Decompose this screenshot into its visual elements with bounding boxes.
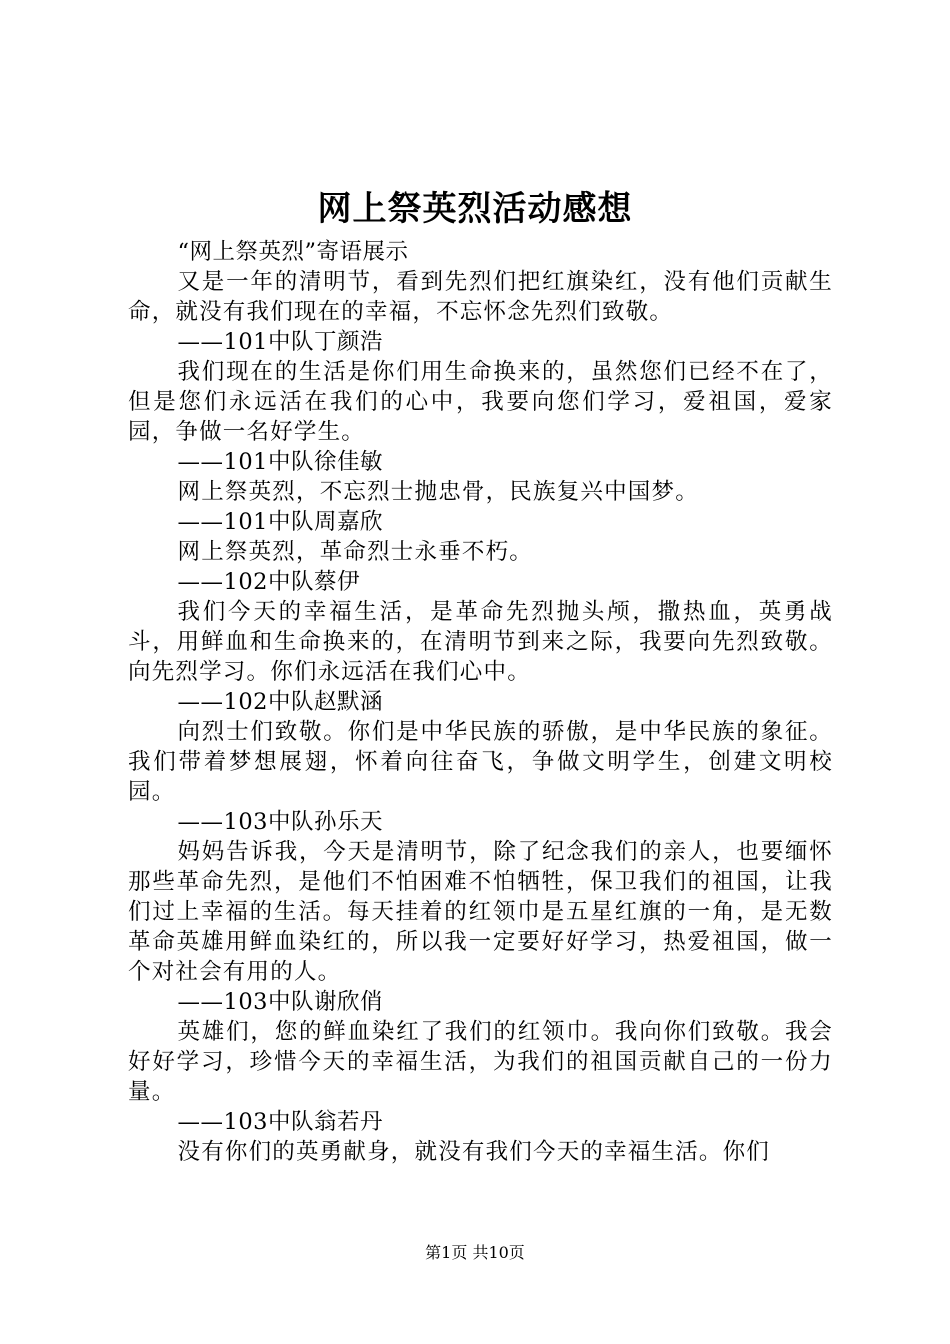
section-subtitle: “网上祭英烈”寄语展示 <box>177 239 409 265</box>
page-title: 网上祭英烈活动感想 <box>317 189 633 229</box>
entry-text: 英雄们，您的鲜血染红了我们的红领巾。我向你们致敬。我会好好学习，珍惜今天的幸福生活，为我们的祖国贡献自己的一份力量。 <box>128 1019 833 1105</box>
entry-author: ——101中队丁颜浩 <box>177 329 383 355</box>
entry-author: ——103中队谢欣俏 <box>177 989 383 1015</box>
entry-author: ——102中队蔡伊 <box>177 569 360 595</box>
entry-author: ——101中队徐佳敏 <box>177 449 383 475</box>
entry-text: 没有你们的英勇献身，就没有我们今天的幸福生活。你们 <box>177 1139 771 1165</box>
entry-text: 妈妈告诉我，今天是清明节，除了纪念我们的亲人，也要缅怀那些革命先烈，是他们不怕困难不怕牺牲，保卫我们的祖国，让我们过上幸福的生活。每天挂着的红领巾是五星红旗的一角，是无数革命英雄用鲜血染红的，所以我一定要好好学习，热爱祖国，做一个对社会有用的人。 <box>128 839 833 985</box>
entry-author: ——101中队周嘉欣 <box>177 509 383 535</box>
document-body <box>128 237 833 1167</box>
entry-text: 又是一年的清明节，看到先烈们把红旗染红，没有他们贡献生命，就没有我们现在的幸福，不忘怀念先烈们致敬。 <box>128 269 833 325</box>
entry-text: 网上祭英烈，不忘烈士抛忠骨，民族复兴中国梦。 <box>177 479 699 505</box>
entry-text: 网上祭英烈，革命烈士永垂不朽。 <box>177 539 534 565</box>
entry-text: 我们今天的幸福生活，是革命先烈抛头颅，撒热血，英勇战斗，用鲜血和生命换来的，在清明节到来之际，我要向先烈致敬。向先烈学习。你们永远活在我们心中。 <box>128 599 833 685</box>
entry-text: 我们现在的生活是你们用生命换来的，虽然您们已经不在了，但是您们永远活在我们的心中，我要向您们学习，爱祖国，爱家园，争做一名好学生。 <box>128 359 833 445</box>
entry-text: 向烈士们致敬。你们是中华民族的骄傲，是中华民族的象征。我们带着梦想展翅，怀着向往奋飞，争做文明学生，创建文明校园。 <box>128 719 833 805</box>
entry-author: ——102中队赵默涵 <box>177 689 383 715</box>
entry-author: ——103中队孙乐天 <box>177 809 383 835</box>
page-number-footer: 第1页 共10页 <box>425 1243 525 1262</box>
entry-author: ——103中队翁若丹 <box>177 1109 383 1135</box>
